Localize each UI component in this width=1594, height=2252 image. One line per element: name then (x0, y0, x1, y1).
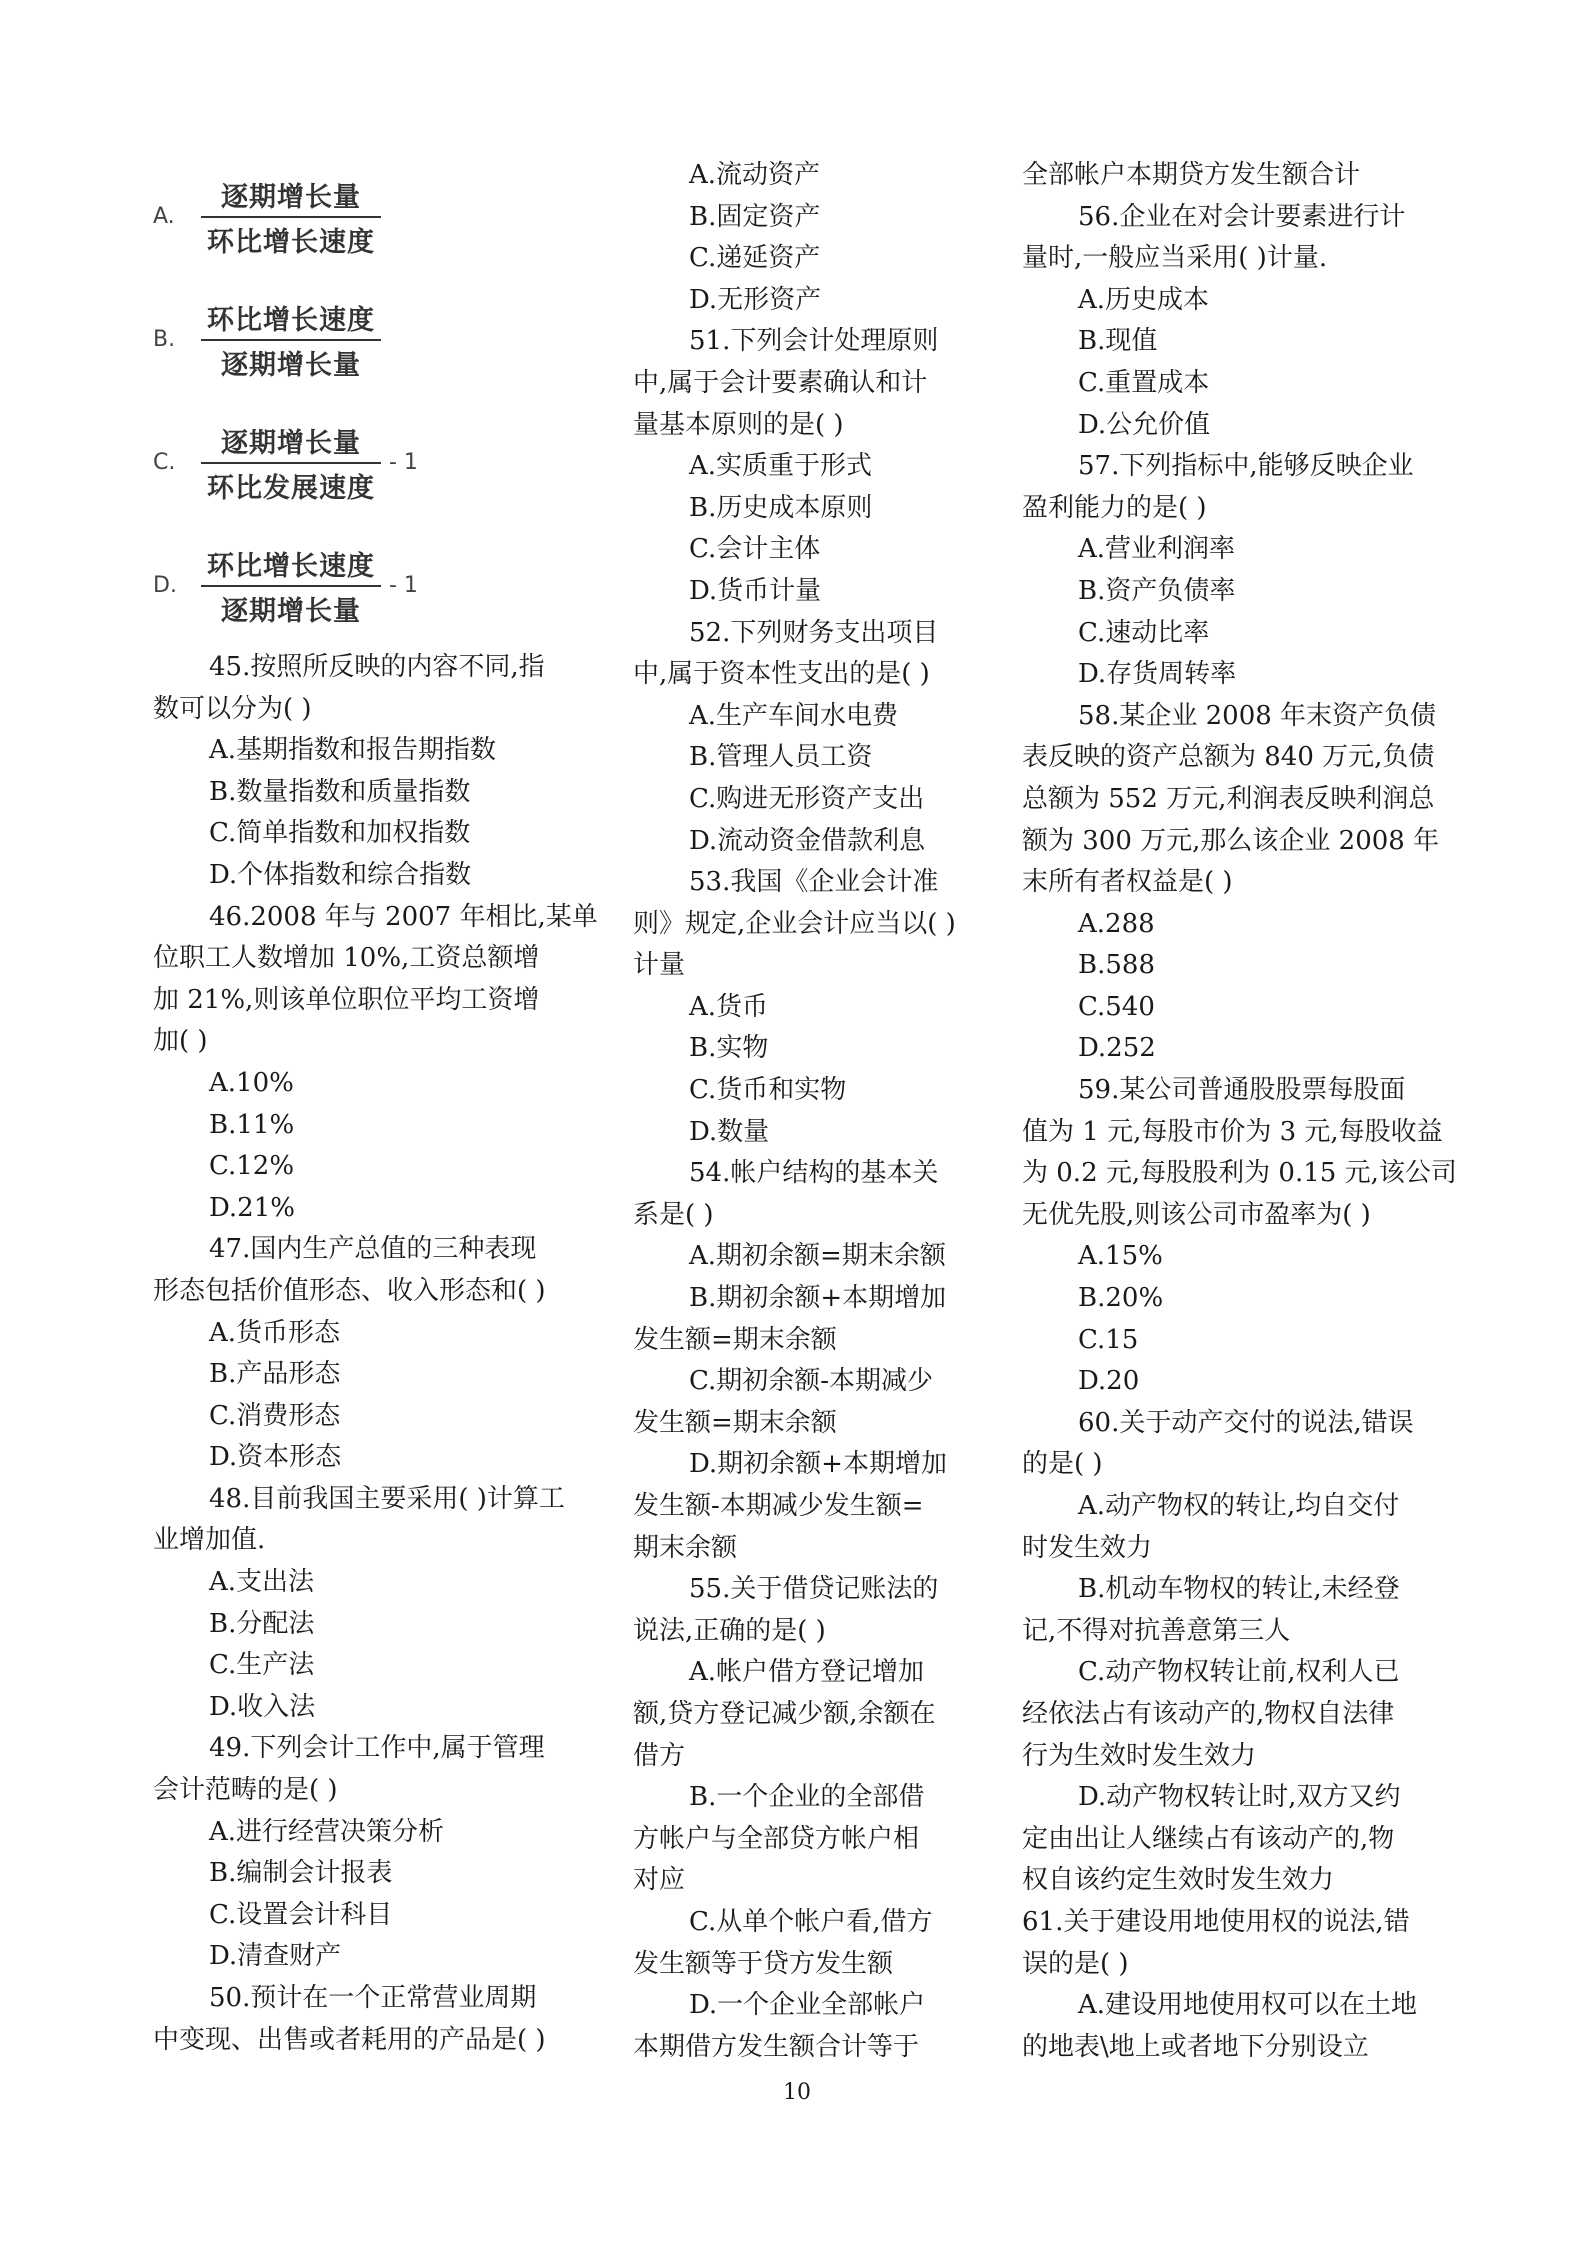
formula-option-letter: A. (153, 204, 175, 229)
text-line: D.收入法 (209, 1691, 316, 1722)
text-line: A.期初余额=期末余额 (689, 1241, 946, 1272)
text-line: 的是( ) (1022, 1449, 1103, 1480)
text-line: B.一个企业的全部借 (689, 1782, 925, 1813)
text-line: B.11% (209, 1109, 295, 1140)
text-line: A.历史成本 (1078, 284, 1210, 315)
text-line: C.速动比率 (1078, 617, 1210, 648)
text-line: C.会计主体 (689, 534, 821, 565)
text-line: A.货币 (689, 991, 769, 1022)
text-line: 46.2008 年与 2007 年相比,某单 (209, 901, 598, 932)
text-line: A.288 (1078, 908, 1155, 939)
fraction-numerator: 环比增长速度 (207, 304, 375, 336)
text-line: D.公允价值 (1078, 409, 1211, 440)
text-line: B.数量指数和质量指数 (209, 776, 471, 807)
text-line: 数可以分为( ) (153, 693, 312, 724)
text-line: 58.某企业 2008 年末资产负债 (1078, 700, 1437, 731)
text-line: B.期初余额+本期增加 (689, 1283, 947, 1314)
left-column-text (153, 647, 598, 2061)
formula-options (153, 155, 583, 647)
text-line: B.资产负债率 (1078, 575, 1236, 606)
text-line: A.10% (209, 1067, 294, 1098)
text-line: 表反映的资产总额为 840 万元,负债 (1022, 742, 1435, 773)
text-line: A.基期指数和报告期指数 (209, 735, 497, 766)
formula-suffix: - 1 (389, 573, 418, 598)
text-line: 总额为 552 万元,利润表反映利润总 (1022, 783, 1435, 814)
text-line: C.12% (209, 1151, 295, 1182)
text-line: D.期初余额+本期增加 (689, 1449, 947, 1480)
text-line: 发生额-本期减少发生额= (633, 1491, 924, 1521)
text-line: 加( ) (153, 1026, 208, 1057)
text-line: 方帐户与全部贷方帐户相 (633, 1823, 920, 1854)
text-line: C.从单个帐户看,借方 (689, 1906, 933, 1937)
fraction-numerator: 逐期增长量 (221, 427, 361, 459)
right-column-text (1022, 155, 1457, 2068)
text-line: D.252 (1078, 1033, 1156, 1064)
formula-option-letter: B. (153, 327, 176, 352)
text-line: 49.下列会计工作中,属于管理 (209, 1733, 545, 1764)
text-line: D.资本形态 (209, 1442, 342, 1473)
text-line: A.动产物权的转让,均自交付 (1078, 1491, 1400, 1521)
text-line: 行为生效时发生效力 (1022, 1740, 1257, 1771)
fraction (201, 175, 381, 259)
text-line: 的地表\地上或者地下分别设立 (1022, 2031, 1369, 2062)
formula-option (153, 155, 583, 278)
text-line: 55.关于借贷记账法的 (689, 1574, 939, 1605)
text-line: 48.目前我国主要采用( )计算工 (209, 1483, 565, 1514)
text-line: 位职工人数增加 10%,工资总额增 (153, 943, 540, 974)
text-line: 本期借方发生额合计等于 (633, 2031, 920, 2062)
text-line: 形态包括价值形态、收入形态和( ) (153, 1275, 546, 1306)
text-line: 加 21%,则该单位职位平均工资增 (153, 984, 540, 1015)
text-line: 盈利能力的是( ) (1022, 492, 1207, 523)
text-line: B.机动车物权的转让,未经登 (1078, 1574, 1400, 1605)
text-line: 期末余额 (633, 1532, 738, 1563)
fraction-numerator: 逐期增长量 (221, 181, 361, 213)
text-line: 额为 300 万元,那么该企业 2008 年 (1022, 825, 1440, 856)
text-line: 61.关于建设用地使用权的说法,错 (1022, 1906, 1410, 1937)
text-line: A.建设用地使用权可以在土地 (1078, 1990, 1418, 2021)
fraction-denominator: 环比发展速度 (207, 472, 375, 504)
fraction-denominator: 逐期增长量 (221, 349, 361, 381)
formula-option-letter: D. (153, 573, 177, 598)
text-line: D.个体指数和综合指数 (209, 859, 472, 890)
text-line: 50.预计在一个正常营业周期 (209, 1983, 537, 2013)
text-line: B.20% (1078, 1283, 1164, 1314)
text-line: D.存货周转率 (1078, 659, 1237, 690)
text-line: C.期初余额-本期减少 (689, 1366, 934, 1397)
text-line: C.重置成本 (1078, 367, 1210, 398)
text-line: 计量 (633, 950, 686, 981)
text-line: 52.下列财务支出项目 (689, 617, 939, 648)
text-line: 发生额等于贷方发生额 (633, 1948, 894, 1979)
right-column (1022, 155, 1457, 2068)
text-line: 中,属于资本性支出的是( ) (633, 659, 930, 690)
fraction-denominator: 环比增长速度 (207, 226, 375, 258)
text-line: C.递延资产 (689, 243, 821, 274)
text-line: C.540 (1078, 991, 1155, 1022)
text-line: A.进行经营决策分析 (209, 1816, 445, 1847)
text-line: D.无形资产 (689, 284, 822, 315)
text-line: 中,属于会计要素确认和计 (633, 367, 928, 398)
formula-option-letter: C. (153, 450, 176, 475)
text-line: 值为 1 元,每股市价为 3 元,每股收益 (1022, 1116, 1443, 1147)
text-line: C.购进无形资产支出 (689, 783, 925, 814)
text-line: A.实质重于形式 (689, 451, 873, 482)
text-line: D.数量 (689, 1116, 770, 1147)
text-line: 56.企业在对会计要素进行计 (1078, 201, 1406, 232)
middle-column (633, 155, 963, 2068)
text-line: 为 0.2 元,每股股利为 0.15 元,该公司 (1022, 1158, 1457, 1189)
text-line: B.588 (1078, 950, 1155, 981)
text-line: 发生额=期末余额 (633, 1407, 837, 1438)
fraction-numerator: 环比增长速度 (207, 550, 375, 582)
formula-option (153, 278, 583, 401)
formula-option (153, 401, 583, 524)
text-line: A.帐户借方登记增加 (689, 1657, 925, 1688)
text-line: 53.我国《企业会计准 (689, 867, 939, 898)
text-line: 系是( ) (633, 1199, 714, 1230)
text-line: B.现值 (1078, 326, 1158, 357)
text-line: 误的是( ) (1022, 1948, 1129, 1979)
text-line: 发生额=期末余额 (633, 1324, 837, 1355)
text-line: B.编制会计报表 (209, 1858, 393, 1889)
text-line: 无优先股,则该公司市盈率为( ) (1022, 1199, 1371, 1230)
text-line: C.设置会计科目 (209, 1899, 393, 1930)
text-line: 中变现、出售或者耗用的产品是( ) (153, 2024, 546, 2055)
text-line: 借方 (633, 1740, 686, 1771)
text-line: A.15% (1078, 1241, 1163, 1272)
page-number: 10 (783, 2080, 811, 2105)
formula-suffix: - 1 (389, 450, 418, 475)
text-line: B.实物 (689, 1033, 769, 1064)
text-line: B.产品形态 (209, 1359, 341, 1390)
text-line: 51.下列会计处理原则 (689, 326, 939, 357)
text-line: C.15 (1078, 1324, 1139, 1355)
text-line: A.营业利润率 (1078, 534, 1236, 565)
text-line: 60.关于动产交付的说法,错误 (1078, 1407, 1414, 1438)
text-line: A.支出法 (209, 1567, 315, 1598)
text-line: 45.按照所反映的内容不同,指 (209, 652, 545, 682)
left-column (153, 155, 598, 2061)
text-line: 末所有者权益是( ) (1022, 867, 1233, 898)
text-line: 记,不得对抗善意第三人 (1022, 1615, 1291, 1646)
formula-option (153, 524, 583, 647)
fraction (201, 421, 381, 505)
middle-column-text (633, 155, 963, 2068)
text-line: 业增加值. (153, 1525, 266, 1556)
text-line: D.流动资金借款利息 (689, 825, 926, 856)
text-line: C.消费形态 (209, 1400, 341, 1431)
text-line: 经依法占有该动产的,物权自法律 (1022, 1698, 1395, 1729)
text-line: D.一个企业全部帐户 (689, 1990, 926, 2021)
text-line: C.动产物权转让前,权利人已 (1078, 1657, 1400, 1688)
text-line: 说法,正确的是( ) (633, 1615, 826, 1646)
text-line: C.简单指数和加权指数 (209, 818, 471, 849)
text-line: D.20 (1078, 1366, 1140, 1397)
text-line: 57.下列指标中,能够反映企业 (1078, 451, 1414, 482)
text-line: 时发生效力 (1022, 1532, 1153, 1563)
text-line: A.生产车间水电费 (689, 700, 899, 731)
text-line: 47.国内生产总值的三种表现 (209, 1234, 537, 1265)
text-line: 54.帐户结构的基本关 (689, 1158, 939, 1189)
text-line: A.流动资产 (689, 160, 821, 190)
text-line: B.固定资产 (689, 201, 821, 232)
text-line: D.清查财产 (209, 1941, 342, 1972)
text-line: 额,贷方登记减少额,余额在 (633, 1698, 936, 1729)
text-line: 会计范畴的是( ) (153, 1775, 338, 1806)
text-line: A.货币形态 (209, 1317, 341, 1348)
text-line: C.生产法 (209, 1650, 315, 1681)
text-line: D.动产物权转让时,双方又约 (1078, 1782, 1401, 1813)
text-line: 定由出让人继续占有该动产的,物 (1022, 1823, 1395, 1854)
text-line: 59.某公司普通股股票每股面 (1078, 1075, 1406, 1106)
fraction-denominator: 逐期增长量 (221, 595, 361, 627)
fraction (201, 544, 381, 628)
text-line: B.分配法 (209, 1608, 315, 1639)
text-line: C.货币和实物 (689, 1075, 847, 1106)
text-line: B.历史成本原则 (689, 492, 873, 523)
text-line: 量基本原则的是( ) (633, 409, 844, 440)
text-line: D.21% (209, 1192, 295, 1223)
text-line: 量时,一般应当采用( )计量. (1022, 243, 1328, 274)
fraction (201, 298, 381, 382)
text-line: 权自该约定生效时发生效力 (1022, 1865, 1335, 1896)
text-line: 则》规定,企业会计应当以( ) (633, 908, 956, 939)
text-line: D.货币计量 (689, 575, 822, 606)
text-line: 对应 (633, 1865, 686, 1896)
text-line: 全部帐户本期贷方发生额合计 (1022, 160, 1361, 190)
text-line: B.管理人员工资 (689, 742, 873, 773)
